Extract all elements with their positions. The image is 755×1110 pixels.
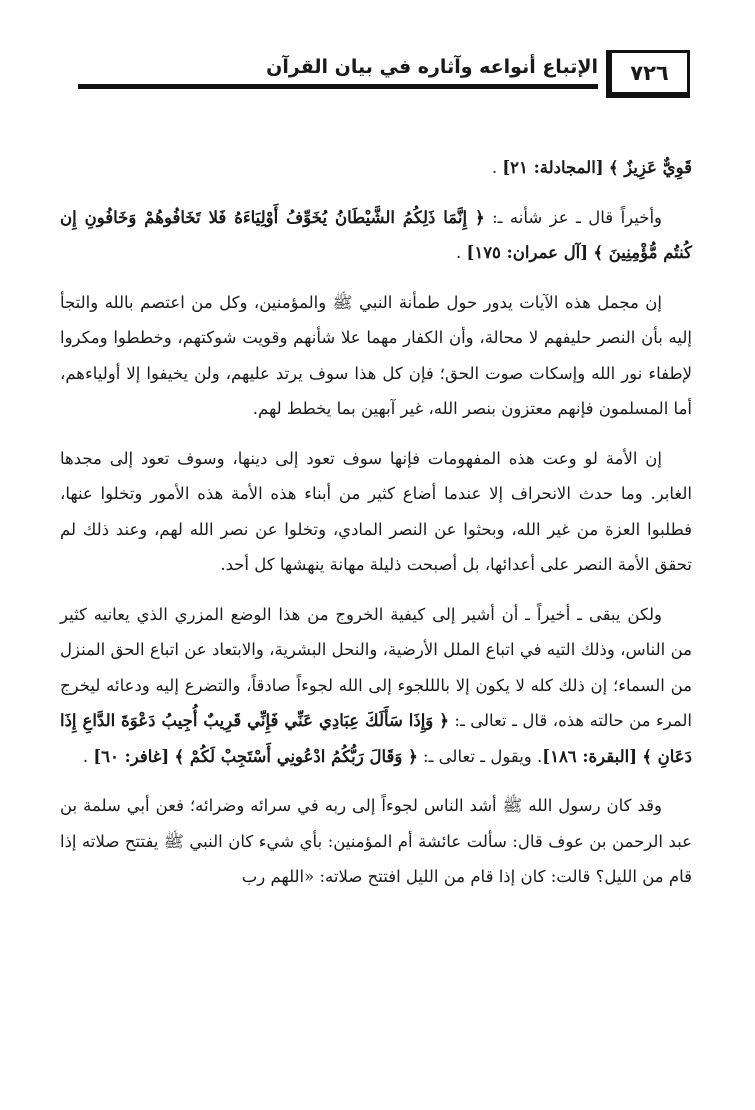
running-header-title: الإتباع أنواعه وآثاره في بيان القرآن [266,56,598,78]
quran-quote: ﴿ وَقَالَ رَبُّكُمُ ادْعُونِي أَسْتَجِبْ لَكُمْ ﴾ [174,746,418,766]
quran-reference: [آل عمران: ١٧٥] [466,243,589,262]
paragraph-3: إن مجمل هذه الآيات يدور حول طمأنة النبي ﷺ والمؤمنين، وكل من اعتصم بالله والتجأ إليه بأن النصر حليفهم لا محالة، وأن الكفار مهما علا شأنهم وقويت شوكتهم، وخططوا ومكروا لإطفاء نور الله وإسكات صوت الحق؛ فإن كل هذا سوف يرتد عليهم، ولن يخيفوا إلا أولياءهم، أما المسلمون فإنهم معتزون بنصر الله، غير آبهين بما يخطط لهم. [60,292,692,418]
paragraph-intro: وأخيراً قال ـ عز شأنه ـ: [492,207,663,227]
header-rule [78,84,598,89]
quran-reference: [غافر: ٦٠] [93,746,170,766]
paragraph-text: . ويقول ـ تعالى ـ: [423,746,543,766]
quran-quote: ﴿ وَإِذَا سَأَلَكَ عِبَادِي عَنِّي فَإِنِّي قَرِيبٌ أُجِيبُ دَعْوَةَ الدَّاعِ إِذَا دَعَانِ ﴾ [60,711,692,766]
page-number: ٧٢٦ [606,50,690,98]
paragraph-5 [60,597,692,775]
page-body [60,150,692,909]
paragraph-4: إن الأمة لو وعت هذه المفهومات فإنها سوف تعود إلى دينها، وسوف تعود إلى مجدها الغابر. وما حدث الانحراف إلا عندما أضاع كثير من أبناء هذه الأمة هذه الأمور وتخلوا عنها، فطلبوا العزة من غير الله، وبحثوا عن النصر المادي، وتخلوا عن نصر الله لهم، وعند ذلك لم تحقق الأمة النصر على أعدائها، بل أصبحت ذليلة مهانة ينهشها كل أحد. [60,448,692,574]
quran-reference: [المجادلة: ٢١] [502,158,604,177]
quran-quote: قَوِيٌّ عَزِيزٌ ﴾ [608,158,692,177]
sentence-end: . [456,243,462,262]
running-header [70,48,690,108]
paragraph-2 [60,200,692,271]
paragraph-1 [60,150,692,186]
sentence-end: . [491,158,498,177]
sentence-end: . [82,746,89,766]
quran-quote: ﴿ إِنَّمَا ذَلِكُمُ الشَّيْطَانُ يُخَوِّفُ أَوْلِيَاءَهُ فَلا تَخَافُوهُمْ وَخَافُونِ إِن كُنتُم مُّؤْمِنِينَ ﴾ [60,207,692,262]
paragraph-6: وقد كان رسول الله ﷺ أشد الناس لجوءاً إلى ربه في سرائه وضرائه؛ فعن أبي سلمة بن عبد الرحمن بن عوف قال: سألت عائشة أم المؤمنين: بأي شيء كان النبي ﷺ يفتتح صلاته إذا قام من الليل؟ قالت: كان إذا قام من الليل افتتح صلاته: «اللهم رب [60,796,692,886]
quran-reference: [البقرة: ١٨٦] [542,746,637,766]
paragraph-text: ولكن يبقى ـ أخيراً ـ أن أشير إلى كيفية الخروج من هذا الوضع المزري الذي يعانيه كثير من الناس، وذلك التيه في اتباع الملل الأرضية، والنحل البشرية، والابتعاد عن اتباع الحق المنزل من السماء؛ إن ذلك كله لا يكون إلا بالللجوء إلى الله لجوءاً صادقاً، والتضرع إليه ودعائه ليخرج المرء من حالته هذه، قال ـ تعالى ـ: [60,604,693,730]
